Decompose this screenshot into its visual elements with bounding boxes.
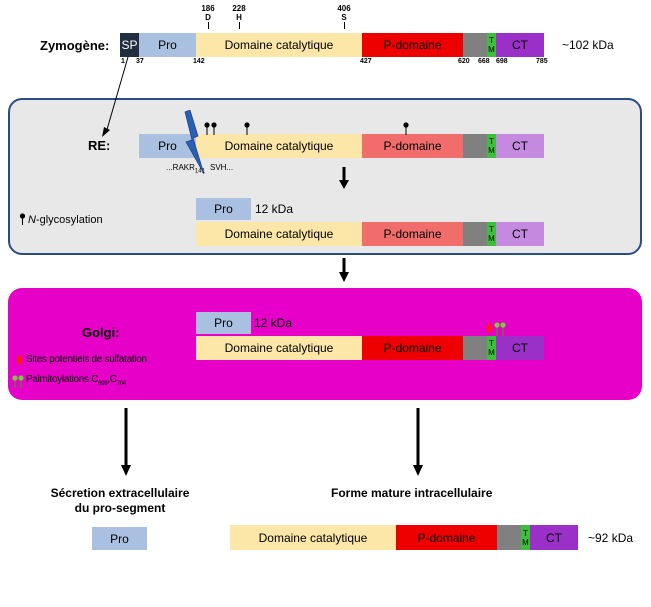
palm-sub-1: 699	[98, 381, 108, 387]
golgi-tm-segment	[487, 336, 496, 360]
zymogen-label: Zymogène:	[40, 38, 110, 53]
palm-comma: ,C	[107, 374, 117, 385]
golgi-pro-mass: 12 kDa	[254, 316, 293, 330]
boundary-number: 698	[496, 58, 508, 65]
boundary-number: 785	[536, 58, 548, 65]
residue-tick	[208, 22, 209, 29]
glycosylation-legend-label	[28, 214, 103, 226]
glycosylation-pin-icon	[210, 122, 218, 135]
golgi-pro-segment: Pro	[196, 312, 251, 334]
zymogen-gray-block	[463, 33, 487, 57]
mature-catalytic-domain: Domaine catalytique	[230, 525, 396, 550]
palmitoylation-legend-label	[26, 374, 126, 387]
sulfation-legend-label: Sites potentiels de sulfatation	[26, 354, 147, 365]
mature-tm-segment	[521, 525, 530, 550]
tm-letter-m: M	[522, 537, 529, 547]
boundary-number: 37	[136, 58, 144, 65]
golgi-gray-block	[463, 336, 487, 360]
sulfation-site-icon	[486, 322, 493, 334]
zymogen-tm-segment	[487, 33, 496, 57]
residue-marker-d	[198, 4, 218, 29]
er-mature-gray-block	[463, 222, 487, 246]
er-pro-mass: 12 kDa	[255, 202, 294, 216]
residue-position: 228	[232, 4, 246, 13]
residue-position: 406	[337, 4, 351, 13]
er-label: RE:	[88, 138, 111, 153]
down-arrow-icon	[339, 167, 349, 189]
glycosylation-suffix: -glycosylation	[35, 214, 103, 226]
tm-letter-t: T	[489, 137, 494, 146]
er-pro-segment: Pro	[139, 134, 196, 158]
tm-letter-m: M	[488, 146, 495, 155]
er-mature-ct-segment: CT	[496, 222, 544, 246]
tm-letter-t: T	[489, 36, 494, 45]
er-catalytic-domain: Domaine catalytique	[196, 134, 362, 158]
residue-letter: H	[236, 13, 242, 22]
zymogen-ct-segment: CT	[496, 33, 544, 57]
zymogen-sp-segment: SP	[120, 33, 139, 57]
residue-letter: S	[341, 13, 347, 22]
er-tm-segment	[487, 134, 496, 158]
mature-form-title: Forme mature intracellulaire	[331, 486, 493, 500]
tm-letter-t: T	[489, 225, 494, 234]
tm-letter-t: T	[489, 339, 494, 348]
boundary-number: 620	[458, 58, 470, 65]
mature-ct-segment: CT	[530, 525, 578, 550]
boundary-number: 427	[360, 58, 372, 65]
residue-position: 186	[201, 4, 215, 13]
tm-letter-m: M	[488, 348, 495, 357]
down-arrow-icon	[413, 408, 423, 476]
boundary-number: 668	[478, 58, 490, 65]
sp-to-er-arrow	[100, 55, 140, 140]
cleavage-left-text: ...RAKR	[166, 163, 195, 172]
residue-tick	[344, 22, 345, 29]
er-mature-tm-segment	[487, 222, 496, 246]
palmitoylation-icon	[494, 322, 506, 336]
tm-letter-t: T	[523, 528, 528, 538]
golgi-label: Golgi:	[82, 325, 120, 340]
zymogen-p-domain: P-domaine	[362, 33, 463, 57]
er-ct-segment: CT	[496, 134, 544, 158]
zymogen-mass: ~102 kDa	[562, 38, 614, 52]
golgi-p-domain: P-domaine	[362, 336, 463, 360]
boundary-number: 1	[121, 58, 125, 65]
glycosylation-pin-icon	[402, 122, 410, 135]
zymogen-catalytic-domain: Domaine catalytique	[196, 33, 362, 57]
er-gray-block	[463, 134, 487, 158]
er-mature-catalytic-domain: Domaine catalytique	[196, 222, 362, 246]
residue-marker-s	[334, 4, 354, 29]
secreted-pro-segment: Pro	[92, 527, 147, 550]
boundary-number: 142	[193, 58, 205, 65]
cleavage-site-right: SVH...	[210, 163, 234, 172]
secretion-title	[30, 486, 210, 516]
residue-tick	[239, 22, 240, 29]
golgi-ct-segment: CT	[496, 336, 544, 360]
palm-prefix: Palmitoylations C	[26, 374, 99, 385]
glycosylation-legend-icon	[19, 213, 26, 225]
residue-letter: D	[205, 13, 211, 22]
cleavage-left-subscript: 141	[194, 168, 205, 175]
er-mature-p-domain: P-domaine	[362, 222, 463, 246]
sulfation-legend-icon	[16, 354, 23, 366]
golgi-catalytic-domain: Domaine catalytique	[196, 336, 362, 360]
er-p-domain: P-domaine	[362, 134, 463, 158]
er-cleaved-pro-segment: Pro	[196, 198, 251, 220]
tm-letter-m: M	[488, 234, 495, 243]
down-arrow-icon	[339, 258, 349, 282]
secretion-title-line2: du pro-segment	[74, 501, 166, 515]
glycosylation-pin-icon	[243, 122, 251, 135]
secretion-title-line1: Sécretion extracellulaire	[50, 486, 190, 500]
glycosylation-n-italic: N	[28, 214, 36, 226]
cleavage-site-left	[166, 163, 205, 175]
residue-marker-h	[229, 4, 249, 29]
mature-gray-block	[497, 525, 521, 550]
mature-mass: ~92 kDa	[588, 531, 634, 545]
mature-p-domain: P-domaine	[396, 525, 497, 550]
zymogen-pro-segment: Pro	[139, 33, 196, 57]
down-arrow-icon	[121, 408, 131, 476]
palm-sub-2: 704	[116, 381, 126, 387]
tm-letter-m: M	[488, 45, 495, 54]
palmitoylation-legend-icon	[12, 375, 24, 388]
